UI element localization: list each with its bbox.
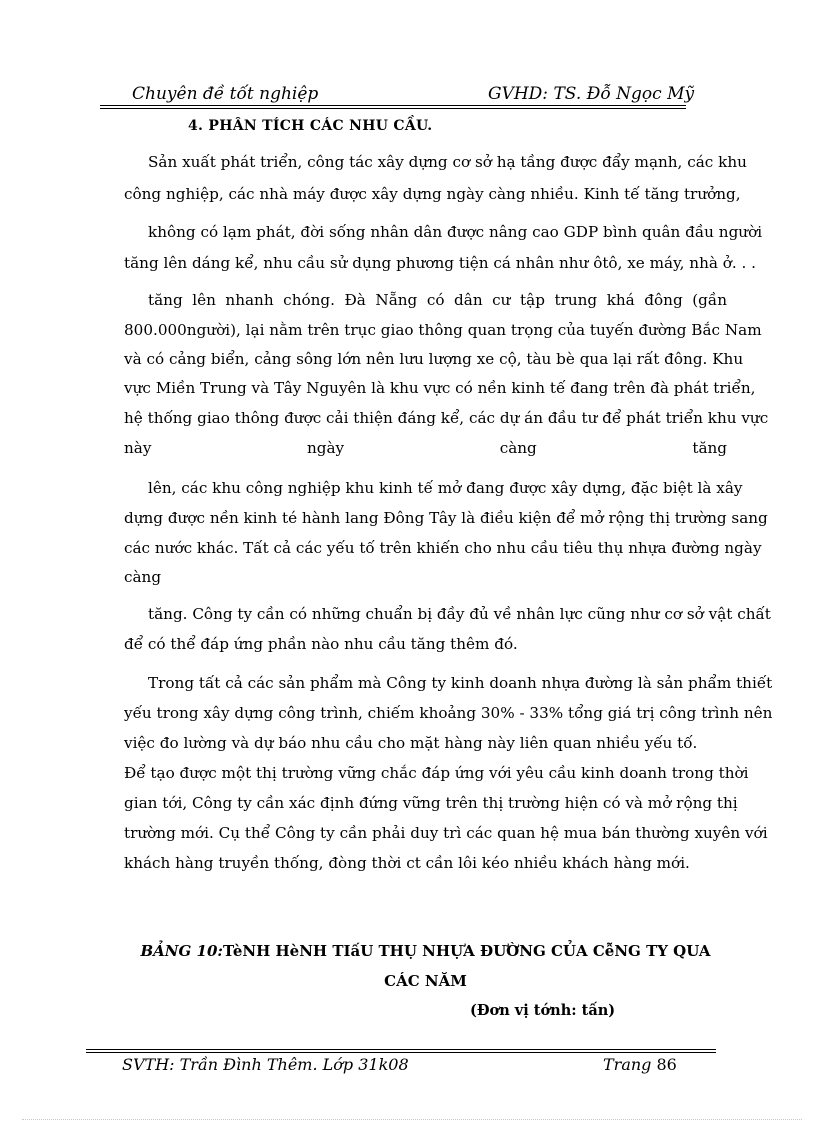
header-left-text: Chuyên đề tốt nghiệp [132,84,319,104]
body-line: không có lạm phát, đời sống nhân dân được nâng cao GDP bình quân đầu người [148,223,763,241]
body-line: việc đo lường và dự báo nhu cầu cho mặt hàng này liên quan nhiều yếu tố. [124,734,698,752]
body-line: gian tới, Công ty cần xác định đứng vững trên thị trường hiện có và mở rộng thị [124,794,738,812]
page-bottom-divider [22,1119,802,1120]
body-line: Trong tất cả các sản phẩm mà Công ty kinh doanh nhựa đường là sản phẩm thiết [148,674,773,692]
header-rule-second [100,108,686,109]
table-unit: (Đơn vị tớnh: tấn) [470,1002,616,1019]
body-line: 800.000người), lại nằm trên trục giao thông quan trọng của tuyến đường Bắc Nam [124,321,762,339]
page-number-label [603,1055,677,1074]
body-line: và có cảng biển, cảng sông lớn nên lưu lượng xe cộ, tàu bè qua lại rất đông. Khu [124,350,744,368]
section-heading: 4. PHÂN TÍCH CÁC NHU CẦU. [188,118,433,134]
body-line: vực Miền Trung và Tây Nguyên là khu vực có nền kinh tế đang trên đà phát triển, [124,379,756,397]
footer-rule [86,1049,716,1050]
table-caption [124,936,727,966]
body-line: trường mới. Cụ thể Công ty cần phải duy trì các quan hệ mua bán thường xuyên với [124,824,768,842]
body-line: tăng lên nhanh chóng. Đà Nẵng có dân cư tập trung khá đông (gần [148,291,727,309]
header-rule [100,105,686,106]
body-line: tăng. Công ty cần có những chuẩn bị đầy đủ về nhân lực cũng như cơ sở vật chất [148,605,771,623]
page-word: Trang [603,1055,652,1074]
table-label: BẢNG 10: [140,942,223,960]
header-right-text: GVHD: TS. Đỗ Ngọc Mỹ [488,84,695,104]
body-line: các nước khác. Tất cả các yếu tố trên khiến cho nhu cầu tiêu thụ nhựa đường ngày [124,539,762,557]
body-line: này ngày càng tăng [124,439,727,457]
body-line: để có thể đáp ứng phần nào nhu cầu tăng thêm đó. [124,635,518,653]
body-line: yếu trong xây dựng công trình, chiếm khoảng 30% - 33% tổng giá trị công trình nên [124,704,773,722]
table-title-line1: TèNH HèNH TIấU THỤ NHỰA ĐƯỜNG CỦA CễNG TY QUA [222,942,711,960]
body-line: khách hàng truyền thống, đòng thời ct cần lôi kéo nhiều khách hàng mới. [124,854,690,872]
body-line: Sản xuất phát triển, công tác xây dựng cơ sở hạ tầng được đẩy mạnh, các khu [148,153,747,171]
table-title-line2: CÁC NĂM [384,972,467,990]
body-line: càng [124,568,162,586]
body-line: Để tạo được một thị trường vững chắc đáp ứng với yêu cầu kinh doanh trong thời [124,764,749,782]
body-line: lên, các khu công nghiệp khu kinh tế mở đang được xây dựng, đặc biệt là xây [148,479,743,497]
body-line: tăng lên dáng kể, nhu cầu sử dụng phương tiện cá nhân như ôtô, xe máy, nhà ở. . . [124,254,757,272]
footer-left-text: SVTH: Trần Đình Thêm. Lớp 31k08 [122,1055,409,1074]
body-line: công nghiệp, các nhà máy được xây dựng ngày càng nhiều. Kinh tế tăng trưởng, [124,185,741,203]
body-line: hệ thống giao thông được cải thiện đáng kể, các dự án đầu tư để phát triển khu vực [124,409,769,427]
footer-rule-second [86,1052,716,1053]
body-line: dựng được nền kinh té hành lang Đông Tây là điều kiện để mở rộng thị trường sang [124,509,768,527]
page-number: 86 [656,1055,677,1074]
